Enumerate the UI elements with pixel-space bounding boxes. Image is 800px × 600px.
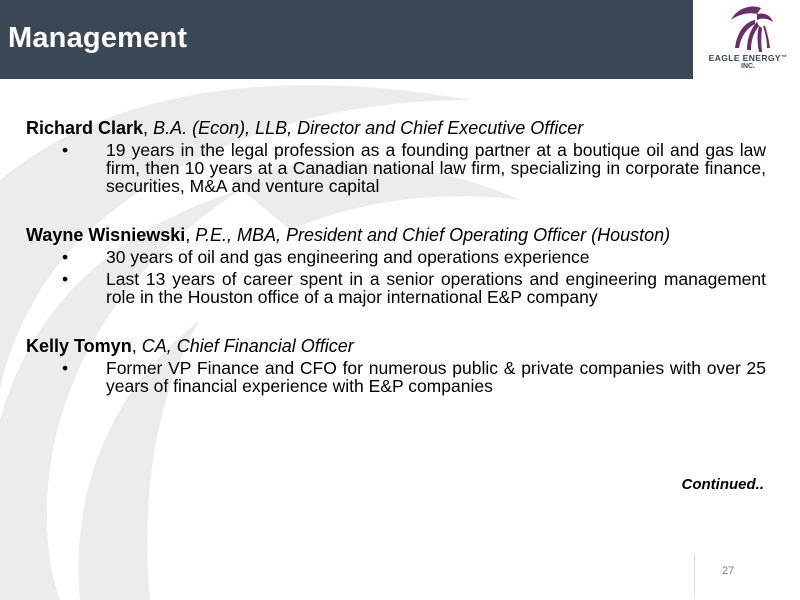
bullet-list xyxy=(26,248,766,306)
footer-divider xyxy=(694,554,695,594)
bullet-text: 30 years of oil and gas engineering and operations experience xyxy=(106,247,590,267)
person-richard-clark xyxy=(26,118,766,195)
name-separator: , xyxy=(131,336,137,356)
person-name: Wayne Wisniewski xyxy=(26,225,186,245)
person-kelly-tomyn xyxy=(26,336,766,395)
person-name: Richard Clark xyxy=(26,118,144,138)
person-wayne-wisniewski xyxy=(26,225,766,306)
header-bar xyxy=(0,0,693,79)
person-name: Kelly Tomyn xyxy=(26,336,132,356)
page-number: 27 xyxy=(722,565,735,577)
company-logo xyxy=(700,2,796,78)
bullet-icon: • xyxy=(62,358,69,378)
logo-trademark: ™ xyxy=(780,55,788,61)
bullet-text: Last 13 years of career spent in a senior operations and engineering management role in the Houston office of a major international E&P company xyxy=(106,269,766,307)
person-role: P.E., MBA, President and Chief Operating Officer (Houston) xyxy=(195,225,671,245)
bullet-icon: • xyxy=(62,247,69,267)
continued-note: Continued.. xyxy=(681,476,764,493)
name-separator: , xyxy=(185,225,191,245)
logo-suffix: INC. xyxy=(741,63,755,70)
bullet-list xyxy=(26,359,766,395)
bullet-list xyxy=(26,141,766,195)
bullet-point xyxy=(26,270,766,306)
logo-company-name: EAGLE ENERGY xyxy=(708,53,781,63)
bullet-text: 19 years in the legal profession as a founding partner at a boutique oil and gas law firm, then 10 years at a Canadian national law firm, specializing in corporate finance, securities, M&A and venture capital xyxy=(106,140,766,196)
page-title: Management xyxy=(8,22,188,54)
bullet-icon: • xyxy=(62,140,69,160)
person-role: CA, Chief Financial Officer xyxy=(141,336,354,356)
person-role: B.A. (Econ), LLB, Director and Chief Executive Officer xyxy=(153,118,584,138)
eagle-logo-icon xyxy=(721,2,775,54)
name-separator: , xyxy=(143,118,149,138)
bullet-icon: • xyxy=(62,269,69,289)
bullet-text: Former VP Finance and CFO for numerous public & private companies with over 25 years of financial experience with E&P companies xyxy=(106,358,766,396)
bullet-point xyxy=(26,248,766,266)
management-list xyxy=(26,118,766,399)
bullet-point xyxy=(26,359,766,395)
bullet-point xyxy=(26,141,766,195)
